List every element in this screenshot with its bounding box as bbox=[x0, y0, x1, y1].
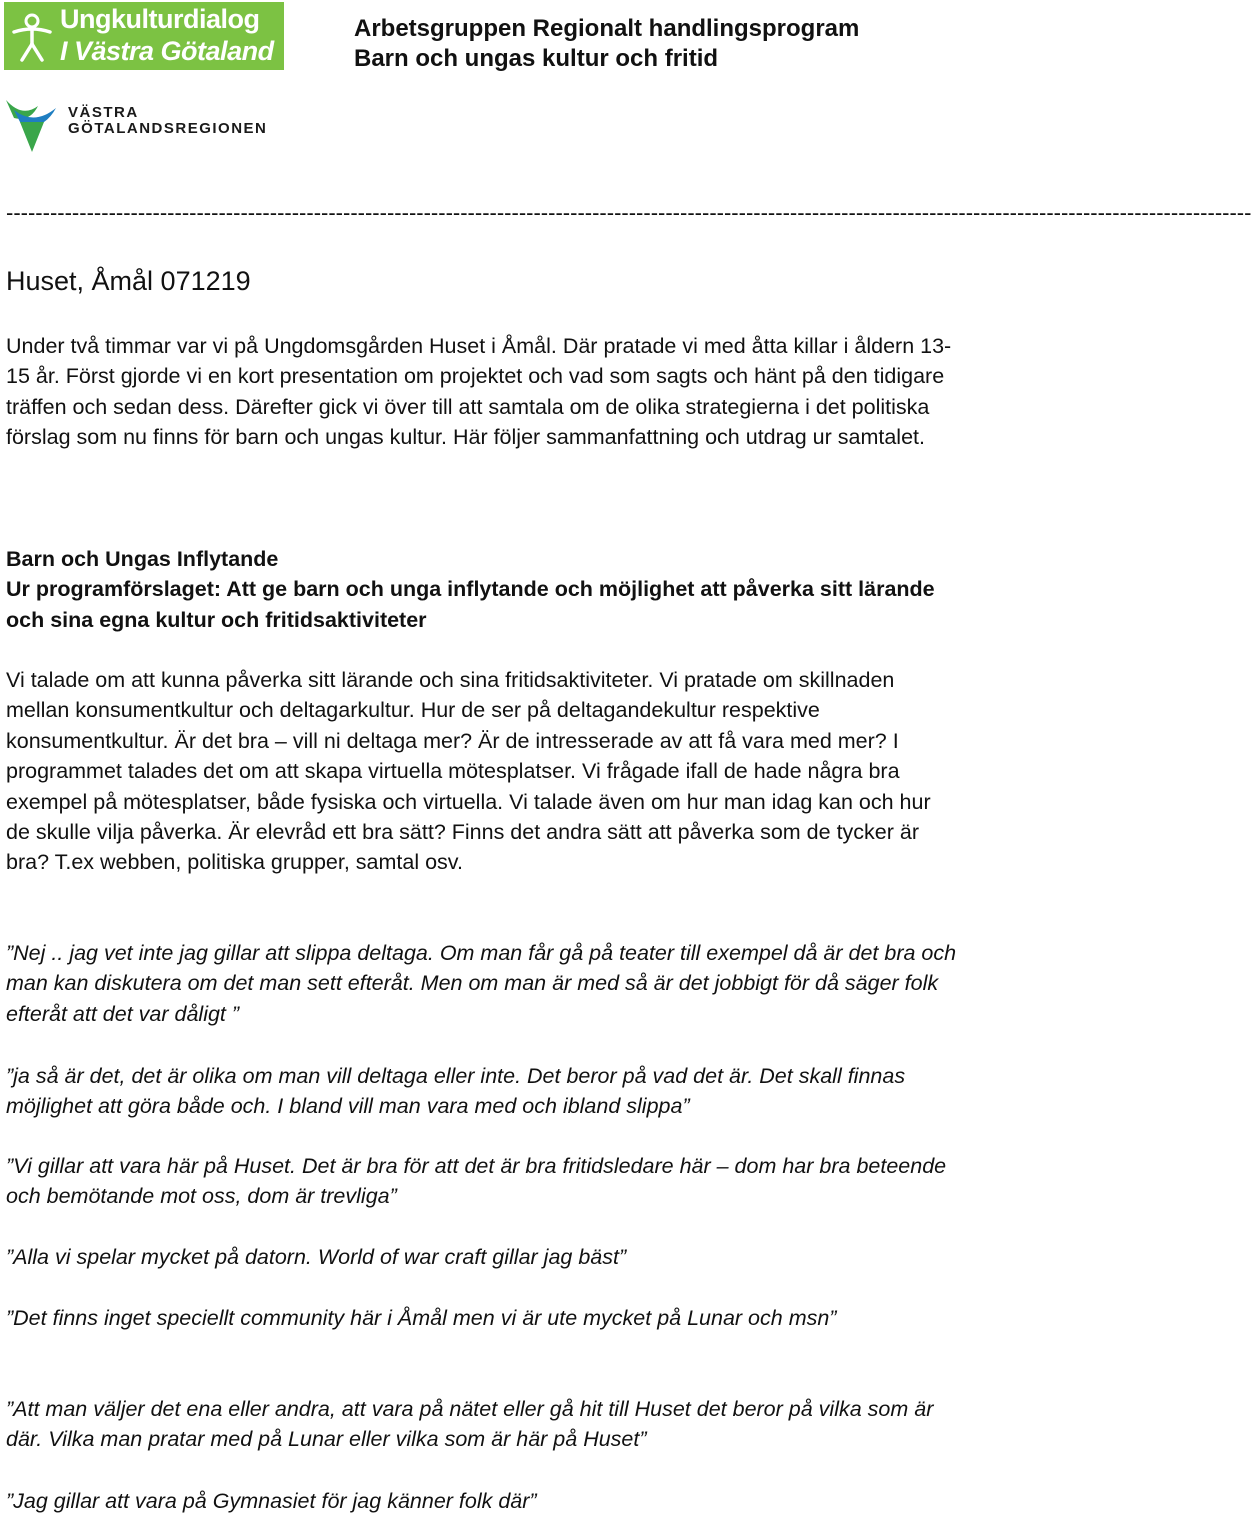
ungkulturdialog-logo bbox=[4, 2, 284, 70]
vgr-text-line2: GÖTALANDSREGIONEN bbox=[68, 120, 268, 137]
vgr-text-line1: VÄSTRA bbox=[68, 104, 139, 121]
section-subheading: Ur programförslaget: Att ge barn och unga inflytande och möjlighet att påverka sitt lärande och sina egna kultur och fritidsaktiviteter bbox=[6, 577, 935, 632]
header-line1: Arbetsgruppen Regionalt handlingsprogram bbox=[354, 15, 860, 42]
section-heading: Barn och Ungas Inflytande bbox=[6, 547, 279, 571]
quote-paragraph: ”Att man väljer det ena eller andra, att vara på nätet eller gå hit till Huset det beror på vilka som är där. Vilka man pratar med på Lunar eller vilka som är här på Huset” bbox=[6, 1397, 934, 1452]
logo-text-line2: I Västra Götaland bbox=[60, 36, 274, 66]
document-title: Huset, Åmål 071219 bbox=[6, 266, 251, 296]
section-body: Vi talade om att kunna påverka sitt lärande och sina fritidsaktiviteter. Vi pratade om skillnaden mellan konsumentkultur och deltagarkultur. Hur de ser på deltagandekultur respektive konsumentkultur. Är det bra – vill ni deltaga mer? Är de intresserade av att få vara med mer? I programmet talades det om att skapa virtuella mötesplatser. Vi frågade ifall de hade några bra exempel på mötesplatser, både fysiska och virtuella. Vi talade även om hur man idag kan och hur de skulle vilja påverka. Är elevråd ett bra sätt? Finns det andra sätt att påverka som de tycker är bra? T.ex webben, politiska grupper, samtal osv. bbox=[6, 668, 931, 875]
intro-paragraph: Under två timmar var vi på Ungdomsgården Huset i Åmål. Där pratade vi med åtta killar i åldern 13-15 år. Först gjorde vi en kort presentation om projektet och vad som sagts och hänt på den tidigare träffen och sedan dess. Därefter gick vi över till att samtala om de olika strategierna i det politiska förslag som nu finns för barn och ungas kultur. Här följer sammanfattning och utdrag ur samtalet. bbox=[6, 334, 952, 450]
child-figure-icon bbox=[10, 12, 54, 62]
section-heading-block bbox=[6, 544, 958, 635]
quote-paragraph: ”Alla vi spelar mycket på datorn. World of war craft gillar jag bäst” bbox=[6, 1245, 627, 1269]
header-line2: Barn och ungas kultur och fritid bbox=[354, 45, 719, 72]
vgr-emblem-icon bbox=[4, 96, 64, 154]
quote-paragraph: ”Vi gillar att vara här på Huset. Det är bra för att det är bra fritidsledare här – dom har bra beteende och bemötande mot oss, dom är trevliga” bbox=[6, 1154, 947, 1209]
logo-text-line1: Ungkulturdialog bbox=[60, 4, 260, 34]
quote-paragraph: ”Det finns inget speciellt community här i Åmål men vi är ute mycket på Lunar och msn” bbox=[6, 1306, 837, 1330]
quote-paragraph: ”ja så är det, det är olika om man vill deltaga eller inte. Det beror på vad det är. Det skall finnas möjlighet att göra både och. I bland vill man vara med och ibland slippa” bbox=[6, 1064, 906, 1119]
dashed-divider: -------------------------------------------------------------------------------------------------------------------------------------------------------------------------- bbox=[6, 200, 1251, 225]
header-title bbox=[354, 14, 859, 74]
vgr-logo bbox=[4, 96, 268, 156]
quote-paragraph: ”Nej .. jag vet inte jag gillar att slippa deltaga. Om man får gå på teater till exempel då är det bra och man kan diskutera om det man sett efteråt. Men om man är med så är det jobbigt för då säger folk efteråt att det var dåligt ” bbox=[6, 941, 957, 1026]
quote-paragraph: ”Jag gillar att vara på Gymnasiet för jag känner folk där” bbox=[6, 1489, 537, 1513]
